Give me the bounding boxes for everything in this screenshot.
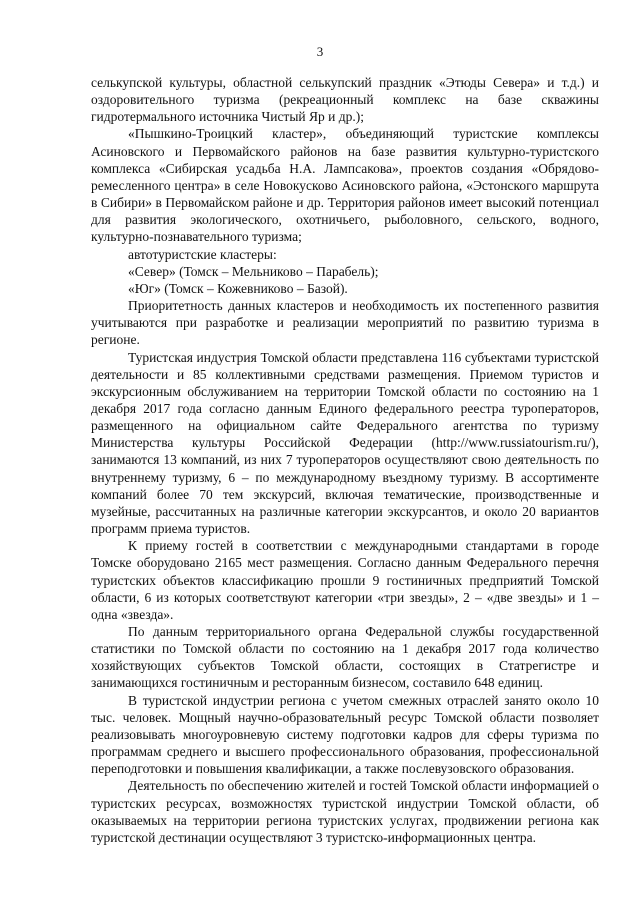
paragraph-pyshkino-troitsky-cluster: «Пышкино-Троицкий кластер», объединяющий туристские комплексы Асиновского и Первомайского районов на базе развития культурно-туристского комплекса «Сибирская усадьба Н.А. Лампсакова», проектов создания «Обрядово-ремесленного центра» в селе Новокусково Асиновского района, «Эстонского маршрута в Сибири» в Первомайском районе и др. Территория районов имеет высокий потенциал для развития экологического, охотничьего, рыболовного, сельского, водного, культурно-познавательного туризма;: [91, 126, 599, 245]
list-item-north-cluster: «Север» (Томск – Мельниково – Парабель);: [128, 263, 379, 279]
paragraph-auto-tourist-clusters: автотуристские кластеры:: [128, 246, 277, 262]
paragraph-information-centers: Деятельность по обеспечению жителей и гостей Томской области информацией о туристских ресурсах, возможностях туристской индустрии Томской области, об оказываемых на территории региона туристских услугах, продвижении региона как туристской дестинации осуществляют 3 туристско-информационных центра.: [91, 778, 599, 845]
paragraph-cluster-priority: Приоритетность данных кластеров и необходимость их постепенного развития учитываются при разработке и реализации мероприятий по развитию туризма в регионе.: [91, 298, 599, 348]
paragraph-selkup-culture-continuation: селькупской культуры, областной селькупский праздник «Этюды Севера» и т.д.) и оздоровительного туризма (рекреационный комплекс на базе скважины гидротермального источника Чистый Яр и др.);: [91, 75, 599, 125]
paragraph-employment-education: В туристской индустрии региона с учетом смежных отраслей занято около 10 тыс. человек. Мощный научно-образовательный ресурс Томской области позволяет реализовывать многоуровневую систему подготовки кадров для сферы туризма по программам среднего и высшего профессионального образования, профессиональной переподготовки и повышения квалификации, а также послевузовского образования.: [91, 692, 599, 777]
paragraph-statistics: По данным территориального органа Федеральной службы государственной статистики по Томской области по состоянию на 1 декабря 2017 года количество хозяйствующих субъектов Томской области, состоящих в Статрегистре и занимающихся гостиничным и ресторанным бизнесом, составило 648 единиц.: [91, 624, 599, 691]
page-number: 3: [316, 44, 324, 59]
document-body: [91, 74, 599, 846]
paragraph-tourism-industry: Туристская индустрия Томской области представлена 116 субъектами туристской деятельности и 85 коллективными средствами размещения. Приемом туристов и экскурсионным обслуживанием на территории Томской области по состоянию на 1 декабря 2017 года согласно данным Единого федерального реестра туроператоров, размещенного на официальном сайте Федерального агентства по туризму Министерства культуры Российской Федерации (http://www.russiatourism.ru/), занимаются 13 компаний, из них 7 туроператоров осуществляют свою деятельность по внутреннему туризму, 6 – по международному въездному туризму. В ассортименте компаний более 70 тем экскурсий, включая тематические, производственные и музейные, рассчитанных на различные категории экскурсантов, и около 20 вариантов программ приема туристов.: [91, 349, 599, 537]
paragraph-accommodation: К приему гостей в соответствии с международными стандартами в городе Томске оборудовано 2165 мест размещения. Согласно данным Федерального перечня туристских объектов классификацию прошли 9 гостиничных предприятий Томской области, 6 из которых соответствуют категории «три звезды», 2 – «две звезды» и 1 – одна «звезда».: [91, 538, 599, 622]
list-item-south-cluster: «Юг» (Томск – Кожевниково – Базой).: [128, 280, 348, 296]
